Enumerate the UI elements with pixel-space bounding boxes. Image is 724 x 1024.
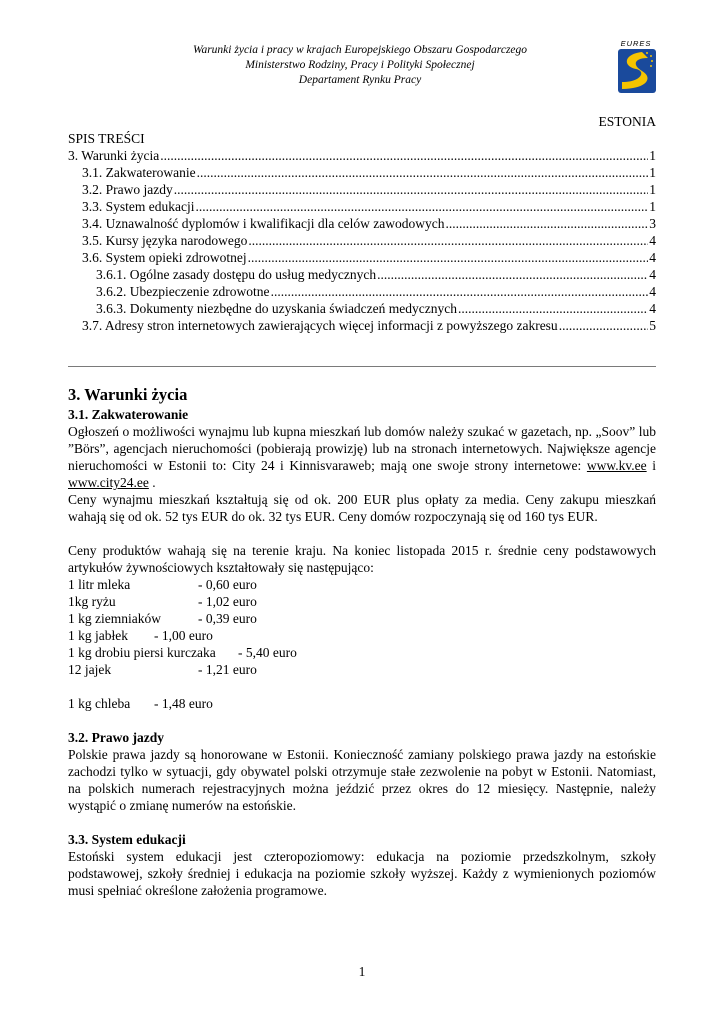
table-of-contents bbox=[68, 130, 656, 334]
toc-entry-page: 1 bbox=[649, 165, 656, 180]
housing-paragraph-3: Ceny produktów wahają się na terenie kraju. Na koniec listopada 2015 r. średnie ceny podstawowych artykułów żywnościowych kształtowały się następująco: bbox=[68, 543, 656, 575]
price-list-item bbox=[68, 576, 656, 593]
section-divider bbox=[68, 366, 656, 367]
education-paragraph: Estoński system edukacji jest czteropoziomowy: edukacja na poziomie przedszkolnym, szkoły podstawowej, szkoły średniej i edukacja na poziomie szkoły wyższej. Każdy z wymienionych poziomów musi spełniać określone założenia programowe. bbox=[68, 849, 656, 898]
toc-entry-page: 1 bbox=[649, 182, 656, 197]
toc-entry-text: 3.6. System opieki zdrowotnej bbox=[82, 250, 247, 265]
price-item-value: - 1,02 euro bbox=[198, 594, 257, 609]
price-item-value: - 1,48 euro bbox=[154, 696, 213, 711]
toc-entry-page: 4 bbox=[649, 284, 656, 299]
toc-leader bbox=[377, 266, 648, 283]
price-item-name: 1 kg jabłek bbox=[68, 628, 128, 643]
driving-paragraph: Polskie prawa jazdy są honorowane w Estonii. Konieczność zamiany polskiego prawa jazdy na estońskie zachodzi tylko w sytuacji, gdy obywatel polski otrzymuje stałe zezwolenie na pobyt w Estonii. Natomiast, na polskich numerach rejestracyjnych można jeździć przez okres do 12 miesięcy. Następnie, należy wystąpić o zmianę numerów na estońskie. bbox=[68, 747, 656, 813]
price-item-value: - 0,60 euro bbox=[198, 577, 257, 592]
toc-entry[interactable] bbox=[68, 215, 656, 232]
toc-entry[interactable] bbox=[68, 181, 656, 198]
toc-entry-page: 4 bbox=[649, 233, 656, 248]
country-label: ESTONIA bbox=[598, 114, 656, 129]
price-item-name: 1 kg chleba bbox=[68, 696, 131, 711]
toc-entry-text: 3.6.1. Ogólne zasady dostępu do usług medycznych bbox=[96, 267, 377, 282]
toc-entry[interactable] bbox=[68, 232, 656, 249]
price-item-value: - 1,00 euro bbox=[154, 628, 213, 643]
toc-leader bbox=[271, 283, 649, 300]
toc-entry-text: 3.6.3. Dokumenty niezbędne do uzyskania świadczeń medycznych bbox=[96, 301, 458, 316]
page-number: 1 bbox=[358, 964, 366, 979]
toc-entry-page: 1 bbox=[649, 199, 656, 214]
section-title: 3. Warunki życia bbox=[68, 385, 188, 404]
toc-entry[interactable] bbox=[68, 147, 656, 164]
toc-entry[interactable] bbox=[68, 266, 656, 283]
toc-leader bbox=[248, 232, 648, 249]
toc-entry-text: 3.2. Prawo jazdy bbox=[82, 182, 173, 197]
toc-entry[interactable] bbox=[68, 164, 656, 181]
toc-leader bbox=[160, 147, 648, 164]
education-title: 3.3. System edukacji bbox=[68, 832, 186, 847]
price-list-item bbox=[68, 661, 656, 678]
toc-entry-text: 3.5. Kursy języka narodowego bbox=[82, 233, 248, 248]
toc-leader bbox=[559, 317, 649, 334]
price-list-item bbox=[68, 627, 656, 644]
toc-entry-page: 3 bbox=[649, 216, 656, 231]
toc-entry[interactable] bbox=[68, 317, 656, 334]
toc-entry-page: 4 bbox=[649, 301, 656, 316]
eures-logo-text: EURES bbox=[620, 39, 652, 48]
toc-entry-text: 3.6.2. Ubezpieczenie zdrowotne bbox=[96, 284, 270, 299]
toc-leader bbox=[197, 164, 649, 181]
price-item-name: 1 kg ziemniaków bbox=[68, 611, 161, 626]
housing-title: 3.1. Zakwaterowanie bbox=[68, 407, 189, 422]
main-content bbox=[68, 384, 656, 899]
toc-leader bbox=[195, 198, 648, 215]
housing-text-end: . bbox=[148, 475, 156, 490]
price-list-item bbox=[68, 593, 656, 610]
toc-entry-text: 3.1. Zakwaterowanie bbox=[82, 165, 196, 180]
price-item-name: 1kg ryżu bbox=[68, 594, 116, 609]
eures-logo-icon bbox=[612, 38, 660, 96]
header-line-3: Departament Rynku Pracy bbox=[298, 74, 422, 86]
kv-link[interactable]: www.kv.ee bbox=[586, 458, 647, 473]
price-list-item bbox=[68, 644, 656, 661]
toc-leader bbox=[174, 181, 649, 198]
driving-title: 3.2. Prawo jazdy bbox=[68, 730, 164, 745]
price-item-value: - 1,21 euro bbox=[198, 662, 257, 677]
link-separator: i bbox=[646, 458, 656, 473]
header-line-1: Warunki życia i pracy w krajach Europejskiego Obszaru Gospodarczego bbox=[192, 44, 528, 56]
city24-link[interactable]: www.city24.ee bbox=[68, 475, 149, 490]
price-item-value: - 5,40 euro bbox=[238, 645, 297, 660]
toc-entry[interactable] bbox=[68, 300, 656, 317]
toc-entry-page: 4 bbox=[649, 250, 656, 265]
toc-entry-text: 3.3. System edukacji bbox=[82, 199, 195, 214]
price-list-item bbox=[68, 610, 656, 627]
toc-entry-text: 3.7. Adresy stron internetowych zawierających więcej informacji z powyższego zakresu bbox=[82, 318, 558, 333]
toc-entry-text: 3.4. Uznawalność dyplomów i kwalifikacji dla celów zawodowych bbox=[82, 216, 445, 231]
toc-leader bbox=[458, 300, 648, 317]
toc-title: SPIS TREŚCI bbox=[68, 131, 145, 146]
toc-entry-page: 4 bbox=[649, 267, 656, 282]
toc-entry-page: 5 bbox=[649, 318, 656, 333]
toc-leader bbox=[446, 215, 649, 232]
toc-entry[interactable] bbox=[68, 249, 656, 266]
toc-entry[interactable] bbox=[68, 198, 656, 215]
price-item-name: 1 litr mleka bbox=[68, 577, 131, 592]
housing-text: Ogłoszeń o możliwości wynajmu lub kupna mieszkań lub domów należy szukać w gazetach, np. „Soov” lub ”Börs”, agencjach nieruchomości (pobierają prowizję) lub na stronach internetowych. Największe agencje nieruchomości w Estonii to: City 24 i Kinnisvaraweb; mają one swoje strony internetowe: bbox=[68, 424, 656, 473]
price-item-name: 12 jajek bbox=[68, 662, 112, 677]
eures-logo bbox=[612, 38, 660, 96]
price-item-value: - 0,39 euro bbox=[198, 611, 257, 626]
price-list-item bbox=[68, 695, 656, 712]
header-line-2: Ministerstwo Rodziny, Pracy i Polityki Społecznej bbox=[245, 59, 475, 71]
price-item-name: 1 kg drobiu piersi kurczaka bbox=[68, 645, 216, 660]
toc-entry-page: 1 bbox=[649, 148, 656, 163]
housing-paragraph-2: Ceny wynajmu mieszkań kształtują się od ok. 200 EUR plus opłaty za media. Ceny zakupu mieszkań wahają się od ok. 52 tys EUR do ok. 32 tys EUR. Ceny domów rozpoczynają się od 160 tys EUR. bbox=[68, 492, 656, 524]
document-header bbox=[120, 43, 600, 88]
toc-entry[interactable] bbox=[68, 283, 656, 300]
housing-paragraph-1 bbox=[68, 423, 656, 491]
toc-entry-text: 3. Warunki życia bbox=[68, 148, 160, 163]
toc-leader bbox=[248, 249, 649, 266]
